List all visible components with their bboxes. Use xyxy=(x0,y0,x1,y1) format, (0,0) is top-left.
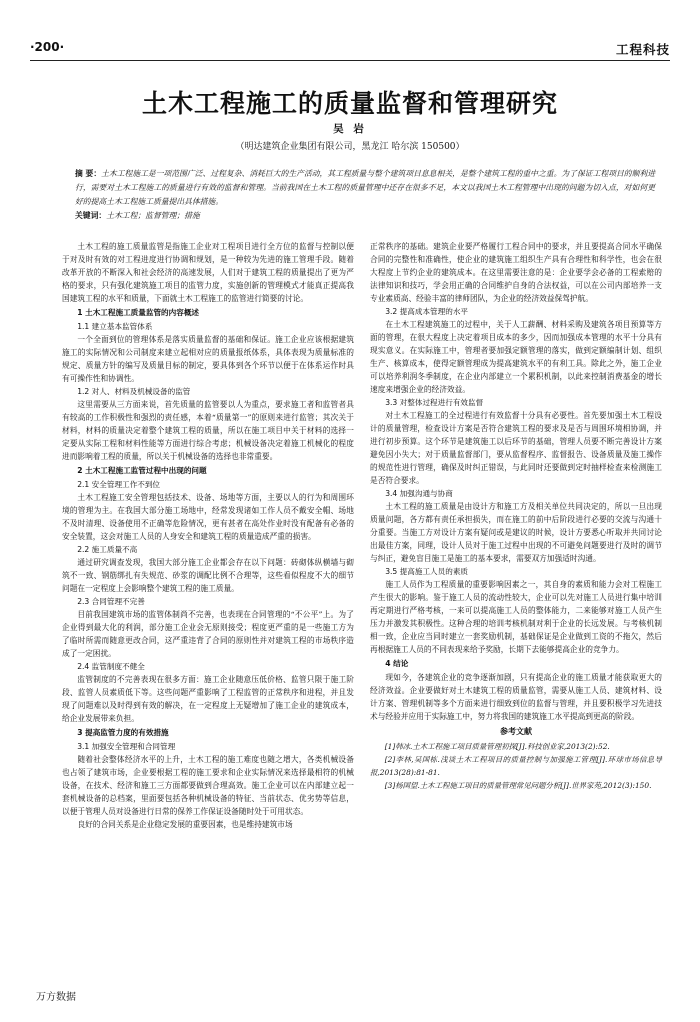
footer-source: 万方数据 xyxy=(36,992,76,1003)
references-heading: 参考文献 xyxy=(500,727,532,736)
section-heading: 1 土木工程施工质量监管的内容概述 xyxy=(77,308,200,317)
reference-item: [3]杨国望.土木工程施工项目的质量管理常见问题分析[J].世界家苑,2012(3):150. xyxy=(384,781,652,790)
paragraph: 施工人员作为工程质量的重要影响因素之一，其自身的素质和能力会对工程施工产生很大的影响。鉴于施工人员的流动性较大，企业可以先对施工人员进行集中培训再定期进行严格考核，一来可以提高施工人员的整体能力，二来能够对施工人员产生压力并激发其积极性。这种合理的培训考核机制对利于企业的长远发展。与考核机制相一致，企业应当同时建立一套奖励机制，基础保证是企业做到工资的不拖欠，然后再根据施工人员的不同表现来给予奖励，长期下去能够提高企业的竞争力。 xyxy=(370,580,662,654)
paragraph: 这里需要从三方面来说，首先质量的监管要以人为重点，要求施工者和监管者具有较高的工作积极性和强烈的责任感，本着“质量第一”的原则来进行监管；其次关于材料，材料的质量决定着整个建筑工程的质量，所以在施工项目中关于材料的选择一定要从实际工程和材料性能等方面进行综合考虑；机械设备决定着施工机械化的程度进而影响着工程的质量，所以关于机械设备的选择也非常重要。 xyxy=(62,400,354,461)
subsection-heading: 3.4 加强沟通与协商 xyxy=(385,489,453,498)
subsection-heading: 3.1 加强安全管理和合同管理 xyxy=(77,742,176,751)
page-header xyxy=(30,38,670,61)
section-heading: 4 结论 xyxy=(385,659,409,668)
paragraph: 正常秩序的基础。建筑企业要严格履行工程合同中的要求，并且要提高合同水平确保合同的完整性和准确性，使企业的建筑施工组织生产具有合理性和科学性，也会在很大程度上节约企业的建筑成本。在这里需要注意的是：企业要学会必备的工程索赔的法律知识和技巧，学会用正确的合同维护自身的合法权益，可以在公司内部培养一支专业素质高、经验丰富的律师团队，为企业的经济效益保驾护航。 xyxy=(370,242,662,303)
paragraph: 对土木工程施工的全过程进行有效监督十分具有必要性。首先要加强土木工程设计的质量管理，检查设计方案是否符合建筑工程的要求及是否与周围环境相协调，并进行初步预算。这个环节是建筑施工以后环节的基础，管理人员要不断完善设计方案避免因小失大；对于质量监督部门，要从监督程序、监督报告、设备质量及施工操作的规范性进行管理，确保及时纠正错误，与此同时还要做到定时抽样检查来检测施工是否符合要求。 xyxy=(370,411,662,485)
subsection-heading: 2.3 合同管理不完善 xyxy=(77,597,145,606)
reference-item: [2]李林,吴国栋.浅谈土木工程项目的质量控制与加强施工管理[J].环球市场信息导报,2013(28):81-81. xyxy=(370,755,662,777)
paragraph: 在土木工程建筑施工的过程中，关于人工薪酬、材料采购及建筑各项目预算等方面的管理，在很大程度上决定着项目成本的多少，因而加强成本管理的水平十分具有现实意义。在实际施工中，管理者要加强定额管理的落实，做到定额编制计划、组织生产、核算成本，使得定额管理成为提高建筑水平的有利工具。除此之外，施工企业可以培养利润冬季制度，在企业内部建立一个累积机制，以此来控制消费基金的增长速度来增强企业的经济效益。 xyxy=(370,320,662,394)
subsection-heading: 3.3 对整体过程进行有效监督 xyxy=(385,398,484,407)
subsection-heading: 1.1 建立基本监管体系 xyxy=(77,322,153,331)
subsection-heading: 2.1 安全管理工作不到位 xyxy=(77,480,161,489)
reference-item: [1]韩冰.土木工程施工项目质量管理初探[J].科技创业家,2013(2):52. xyxy=(384,742,610,751)
subsection-heading: 1.2 对人、材料及机械设备的监管 xyxy=(77,387,191,396)
paragraph: 目前我国建筑市场的监管体制尚不完善，也表现在合同管理的“不公平”上。为了企业得到最大化的利润，部分施工企业会无原则接受；程度更严重的是一些施工方为了临时所需而随意更改合同，这严重违背了合同的原则性并对建筑工程的市场秩序造成了一定困扰。 xyxy=(62,610,354,658)
keywords-text: 土木工程；监督管理；措施 xyxy=(106,211,200,220)
section-heading: 3 提高监管力度的有效措施 xyxy=(77,728,169,737)
keywords-label: 关键词： xyxy=(75,211,107,220)
right-column xyxy=(370,240,662,792)
author-affiliation: （明达建筑企业集团有限公司，黑龙江 哈尔滨 150500） xyxy=(235,142,465,152)
page-number: ·200· xyxy=(30,40,65,54)
paragraph: 随着社会整体经济水平的上升，土木工程的施工难度也随之增大，各类机械设备也占领了建筑市场，企业要根据工程的施工要求和企业实际情况来选择最相符的机械设备，在技术、经济和施工三方面都要做到合理高效。施工企业可以在内部建立起一套机械设备的总档案，里面要包括各种机械设备的特征、当前状态、优劣势等信息，以便于管理人员对设备进行日常的保养工作保证设备随时处于可用状态。 xyxy=(62,755,354,816)
paragraph: 土木工程的施工质量监管是指施工企业对工程项目进行全方位的监督与控制以便于对及时有效的对工程进度进行协调和规划，是一种较为先进的施工管理手段。随着改革开放的不断深入和社会经济的高速发展，人们对于建筑工程的质量提出了更为严格的要求，只有强化建筑施工项目的监管力度，实施创新的管理模式才能真正提高我国建筑工程的水平和质量，下面就土木工程施工的监管进行简要的讨论。 xyxy=(62,242,354,303)
subsection-heading: 3.5 提高施工人员的素质 xyxy=(385,567,469,576)
article-title: 土木工程施工的质量监督和管理研究 xyxy=(141,89,558,118)
abstract-text: 土木工程施工是一项范围广泛、过程复杂、消耗巨大的生产活动，其工程质量与整个建筑项目息息相关，是整个建筑工程的重中之重。为了保证工程项目的顺利进行，需要对土木工程施工的质量进行有效的监督和管理。当前我国在土木工程的质量管理中还存在很多不足，本文以我国土木工程管理中出现的问题为切入点，对如何更好的提高土木工程施工质量提出具体措施。 xyxy=(75,169,655,206)
keywords xyxy=(75,210,200,221)
references-list xyxy=(370,740,662,792)
subsection-heading: 2.4 监管制度不健全 xyxy=(77,662,145,671)
author-name: 吴 岩 xyxy=(333,123,367,135)
paragraph: 良好的合同关系是企业稳定发展的重要因素，也是维持建筑市场 xyxy=(77,820,293,829)
abstract xyxy=(75,167,655,209)
paragraph: 现如今，各建筑企业的竞争逐渐加剧，只有提高企业的施工质量才能获取更大的经济效益。企业要做好对土木建筑工程的质量监管，需要从施工人员、建筑材料、设计方案、管理机制等多个方面来进行细致到位的监督与管理，并且要积极学习先进技术与经验并应用于实际施工中，努力将我国的建筑施工水平提高到更高的阶段。 xyxy=(370,673,662,721)
section-heading: 2 土木工程施工监管过程中出现的问题 xyxy=(77,466,207,475)
paragraph: 一个全面到位的管理体系是落实质量监督的基础和保证。施工企业应该根据建筑施工的实际情况和公司制度来建立起相对应的质量报纸体系，具体表现为质量标准的规定、质量方针的编写及质量目标的制定，要具体到各个环节以便于在体系运作时具有可操作性和协调性。 xyxy=(62,335,354,383)
left-column xyxy=(62,240,354,831)
abstract-label: 摘 要： xyxy=(75,169,102,178)
paragraph: 土木工程的施工质量是由设计方和施工方及相关单位共同决定的，所以一旦出现质量问题，各方都有责任承担损失，而在施工的前中后阶段进行必要的交流与沟通十分重要。当施工方对设计方案有疑问或是建议的时候，设计方要悉心听取并共同讨论出最佳方案，同理，设计人员对于施工过程中出现的不可避免问题要进行及时的调节与纠正，避免盲目施工是施工的基本要求，需要双方加强适时沟通。 xyxy=(370,502,662,563)
paragraph: 监管制度的不完善表现在很多方面：施工企业随意压低价格、监管只限于施工阶段、监管人员素质低下等。这些问题严重影响了工程监管的正常秩序和进程，并且发现了问题难以及时得到有效的解决，在一定程度上无疑增加了施工企业的建筑成本，给企业发展带来负担。 xyxy=(62,675,354,723)
paragraph: 通过研究调查发现，我国大部分施工企业都会存在以下问题：砖砌体纵横墙与砌筑不一致、钢筋绑扎有失规范、砂浆的调配比例不合理等，这些看似程度不大的细节问题在一定程度上会影响整个建筑工程的施工质量。 xyxy=(62,558,354,593)
subsection-heading: 3.2 提高成本管理的水平 xyxy=(385,307,469,316)
journal-name: 工程科技 xyxy=(615,42,670,57)
subsection-heading: 2.2 施工质量不高 xyxy=(77,545,138,554)
paragraph: 土木工程施工安全管理包括技术、设备、场地等方面，主要以人的行为和周围环境的管理为主。在我国大部分施工场地中，经常发现诸如工作人员不戴安全帽、场地不及时清理、设备使用不正确等危险情况，更有甚者在高处作业时没有配备有必备的安全装置，这会对施工人员的人身安全和建筑工程的质量造成严重的损害。 xyxy=(62,493,354,541)
